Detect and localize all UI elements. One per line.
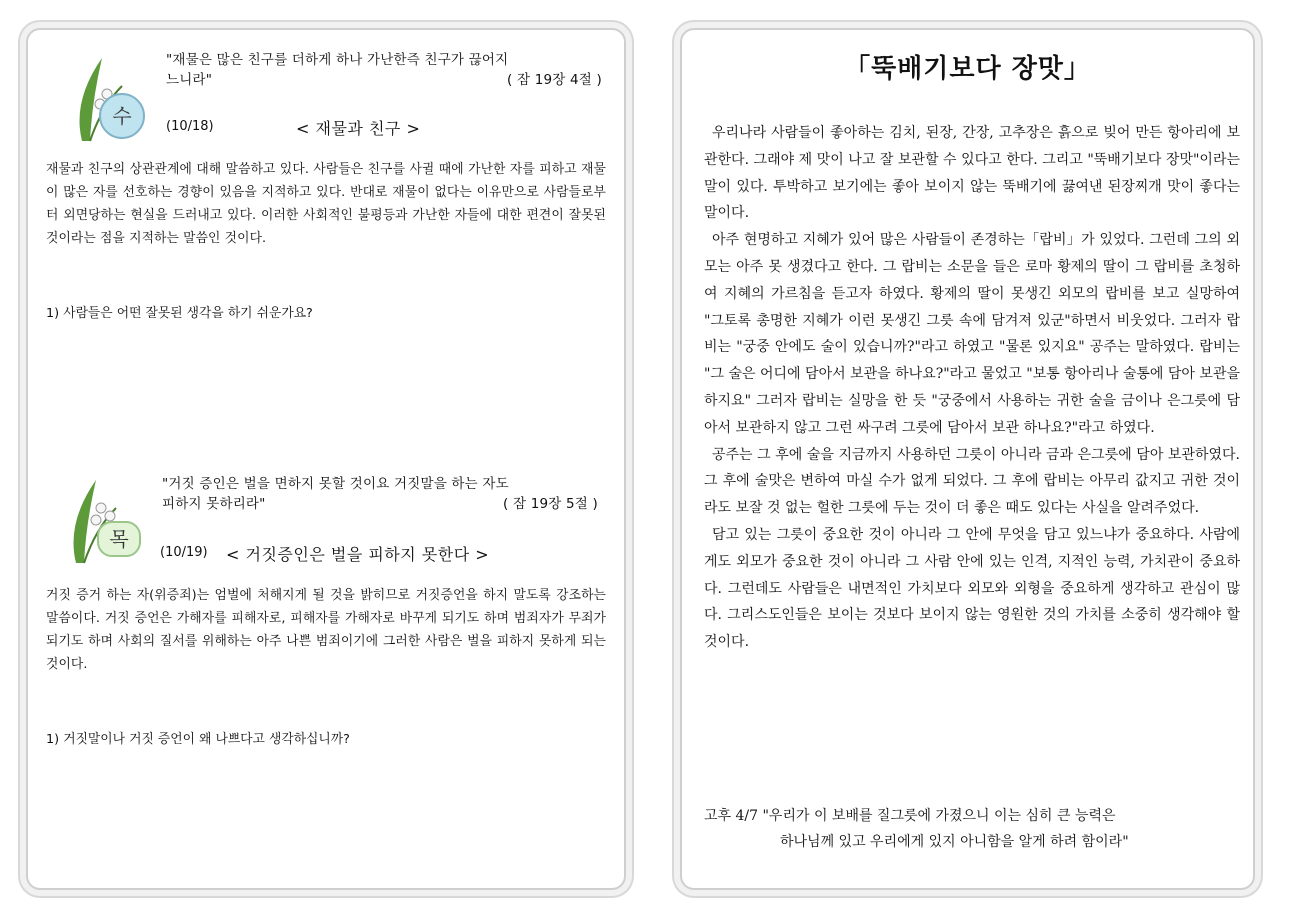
verse-quote <box>162 474 602 514</box>
article-paragraph: 담고 있는 그릇이 중요한 것이 아니라 그 안에 무엇을 담고 있느냐가 중요하다. 사람에게도 외모가 중요한 것이 아니라 그 사람 안에 있는 인격, 지적인 능력, 가치관이 중요하다. 그런데도 사람들은 내면적인 가치보다 외모와 외형을 중요하게 생각하고 관심이 많다. 그리스도인들은 보이는 것보다 보이지 않는 영원한 것의 가치를 소중히 생각해야 할 것이다. <box>704 526 1240 651</box>
verse-reference: ( 잠 19장 4절 ) <box>507 72 602 88</box>
closing-verse <box>704 803 1240 855</box>
verse-line: "재물은 많은 친구를 더하게 하나 가난한즉 친구가 끊어지 <box>166 52 509 68</box>
section-body: 거짓 증거 하는 자(위증죄)는 엄벌에 처해지게 될 것을 밝히므로 거짓증언을 하지 말도록 강조하는 말씀이다. 거짓 증언은 가해자를 피해자로, 피해자를 가해자로 바꾸게 되기도 하며 범죄자가 무죄가 되기도 하며 사회의 질서를 위해하는 아주 나쁜 범죄이기에 그러한 사람은 벌을 피하지 못하게 되는 것이다. <box>46 588 606 672</box>
lily-of-the-valley-icon <box>56 468 146 573</box>
right-page <box>680 28 1255 890</box>
question: 1) 사람들은 어떤 잘못된 생각을 하기 쉬운가요? <box>46 306 313 321</box>
verse-quote <box>166 50 606 90</box>
verse-line: "거짓 증인은 벌을 면하지 못할 것이요 거짓말을 하는 자도 <box>162 476 509 492</box>
article-paragraph: 우리나라 사람들이 좋아하는 김치, 된장, 간장, 고추장은 흙으로 빚어 만든 항아리에 보관한다. 그래야 제 맛이 나고 잘 보관할 수 있다고 한다. 그리고 "뚝배기보다 장맛"이라는 말이 있다. 투박하고 보기에는 좋아 보이지 않는 뚝배기에 끓여낸 된장찌개 맛이 좋다는 말이다. <box>704 125 1240 222</box>
left-page <box>26 28 626 890</box>
badge-label: 목 <box>109 527 129 551</box>
article-title: 「뚝배기보다 장맛」 <box>844 54 1091 84</box>
section-heading: < 재물과 친구 > <box>296 119 421 138</box>
closing-verse-line: 고후 4/7 "우리가 이 보배를 질그릇에 가졌으니 이는 심히 큰 능력은 <box>704 808 1116 824</box>
section-body: 재물과 친구의 상관관계에 대해 말씀하고 있다. 사람들은 친구를 사귈 때에 가난한 자를 피하고 재물이 많은 자를 선호하는 경향이 있음을 지적하고 있다. 반대로 재물이 없다는 이유만으로 사람들로부터 외면당하는 현실을 드러내고 있다. 이러한 사회적인 불평등과 가난한 자들에 대한 편견이 잘못된 것이라는 점을 지적하는 말씀인 것이다. <box>46 162 606 246</box>
lily-of-the-valley-icon <box>62 46 152 151</box>
closing-verse-line: 하나님께 있고 우리에게 있지 아니함을 알게 하려 함이라" <box>780 834 1129 850</box>
verse-line: 피하지 못하리라" <box>162 496 266 512</box>
article-paragraph: 공주는 그 후에 술을 지금까지 사용하던 그릇이 아니라 금과 은그릇에 담아 보관하였다. 그 후에 술맛은 변하여 마실 수가 없게 되었다. 그 후에 랍비는 아무리 값지고 귀한 것이라도 보잘 것 없는 헐한 그릇에 두는 것이 더 좋은 때도 있다는 사실을 알려주었다. <box>704 446 1240 517</box>
section-heading: < 거짓증인은 벌을 피하지 못한다 > <box>226 545 490 564</box>
date-label: (10/18) <box>166 119 214 134</box>
article-paragraph: 아주 현명하고 지혜가 있어 많은 사람들이 존경하는「랍비」가 있었다. 그런데 그의 외모는 아주 못 생겼다고 한다. 그 랍비는 소문을 들은 로마 황제의 딸이 그 랍비를 초청하여 지혜의 가르침을 듣고자 하였다. 황제의 딸이 못생긴 외모의 랍비를 보고 실망하여 "그토록 총명한 지혜가 이런 못생긴 그릇 속에 담겨져 있군"하면서 비웃었다. 그러자 랍비는 "궁중 안에도 술이 있습니까?"라고 하였고 "물론 있지요" 공주는 말하였다. 랍비는 "그 술은 어디에 담아서 보관을 하나요?"라고 물었고 "보통 항아리나 술통에 담아 보관을 하지요" 그러자 랍비는 실망을 한 듯 "궁중에서 사용하는 귀한 술을 금이나 은그릇에 담아서 보관하지 않고 그런 싸구려 그릇에 담아서 보관 하나요?"라고 하였다. <box>704 232 1240 436</box>
verse-line: 느니라" <box>166 72 213 88</box>
article-body <box>704 120 1240 656</box>
verse-reference: ( 잠 19장 5절 ) <box>503 496 598 512</box>
date-label: (10/19) <box>160 545 208 560</box>
badge-label: 수 <box>112 104 132 128</box>
question: 1) 거짓말이나 거짓 증언이 왜 나쁘다고 생각하십니까? <box>46 732 350 747</box>
